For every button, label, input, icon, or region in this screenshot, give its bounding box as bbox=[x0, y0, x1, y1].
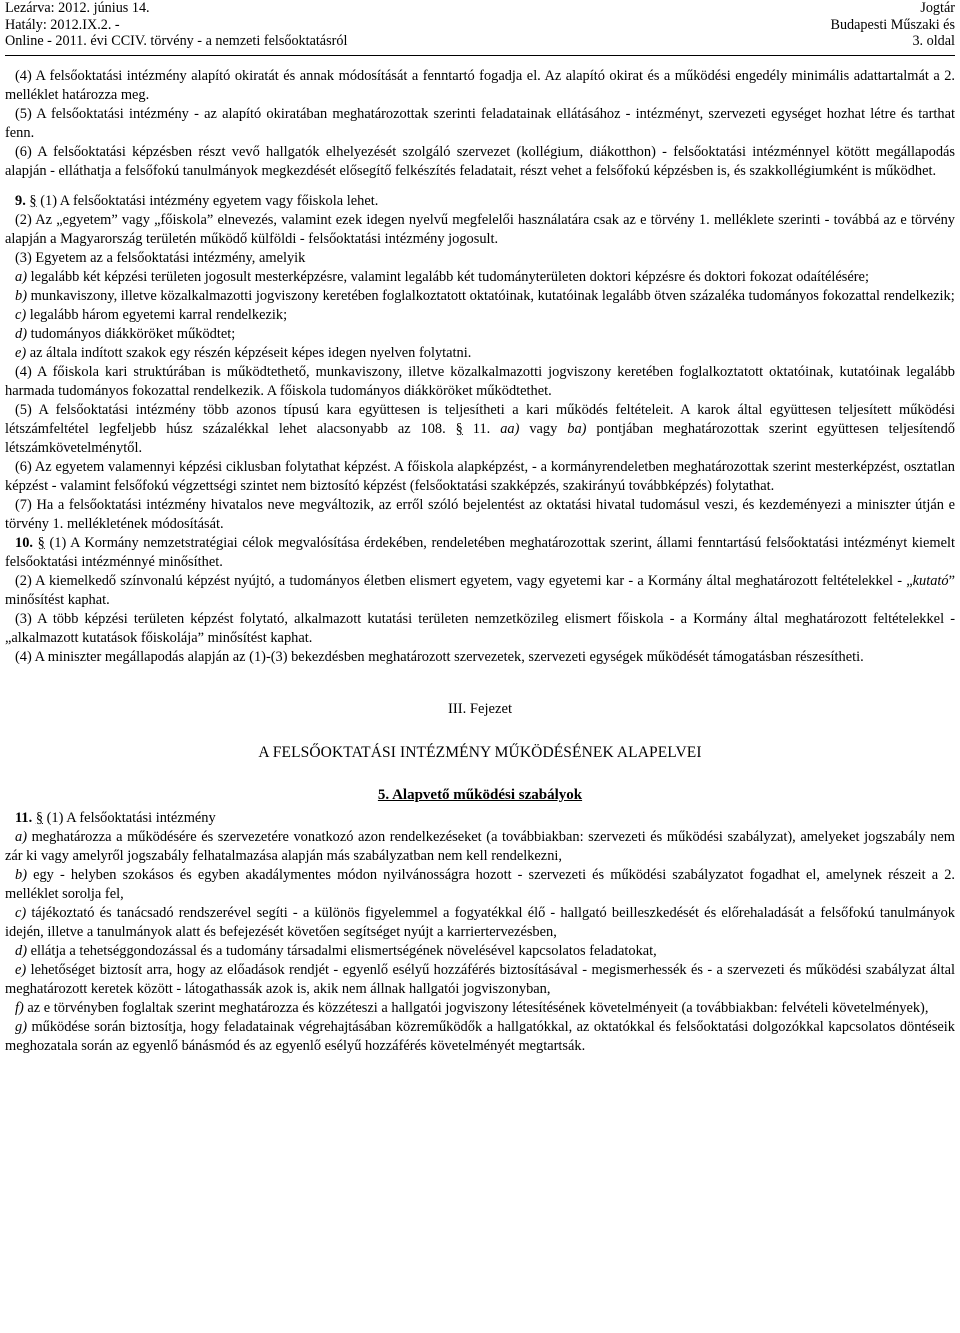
section-11-point-b bbox=[5, 866, 955, 904]
point-text: legalább három egyetemi karral rendelkezik; bbox=[26, 307, 288, 323]
point-label: e) bbox=[15, 962, 27, 978]
subsection-title: 5. Alapvető működési szabályok bbox=[377, 787, 583, 803]
section-symbol: § bbox=[29, 193, 37, 209]
header-effective-date: Hatály: 2012.IX.2. - bbox=[5, 16, 120, 33]
header-closed-date: Lezárva: 2012. június 14. bbox=[5, 0, 150, 16]
section-symbol: § bbox=[455, 421, 463, 437]
paragraph-s8-6: (6) A felsőoktatási képzésben részt vevő hallgatók elhelyezését szolgáló szervezet (kollégium, diákotthon) - felsőoktatási intézménnyel kötött megállapodás alapján - elláthatja a felsőfokú tanulmányok megkezdését elősegítő felkészítés feladatait, részt vehet a felsőfokú képzésben is, és szakkollégiumként is működhet. bbox=[5, 144, 955, 179]
point-label: c) bbox=[15, 307, 27, 323]
paragraph-text: (1) A felsőoktatási intézmény egyetem vagy főiskola lehet. bbox=[40, 193, 379, 209]
section-9-point-e bbox=[5, 344, 955, 363]
point-text: meghatározza a működésére és szervezetére vonatkozó azon rendelkezéseket (a továbbiakban: szervezeti és működési szabályzat), amelyeket jogszabály nem zár ki vagy amelyről jogszabály felhatalmazása alapján más szabályzatban nem kell rendelkezni, bbox=[5, 829, 955, 864]
section-11-point-e bbox=[5, 961, 955, 999]
section-10-para-4: (4) A miniszter megállapodás alapján az (1)-(3) bekezdésben meghatározott szervezetek, szervezeti egységek működését támogatásban részesítheti. bbox=[15, 649, 864, 665]
section-number: 10. bbox=[15, 535, 33, 551]
point-label: d) bbox=[15, 943, 27, 959]
point-label: d) bbox=[15, 326, 27, 342]
section-9-point-c bbox=[5, 306, 955, 325]
paragraph-text: (1) A Kormány nemzetstratégiai célok megvalósítása érdekében, rendeletében meghatározottak szerint, állami fenntartású felsőoktatási intézményt kiemelt felsőoktatási intézménnyé minősíthet. bbox=[5, 535, 955, 570]
header-right bbox=[830, 0, 955, 50]
paragraph-s8-5: (5) A felsőoktatási intézmény - az alapító okiratában meghatározottak szerinti feladatainak ellátásához - intézményt, szervezeti egységet hozhat létre és tarthat fenn. bbox=[5, 106, 955, 141]
point-label: a) bbox=[15, 269, 27, 285]
chapter-title: A FELSŐOKTATÁSI INTÉZMÉNY MŰKÖDÉSÉNEK ALAPELVEI bbox=[258, 744, 702, 761]
section-10-para-3: (3) A több képzési területen képzést folytató, alkalmazott kutatási területen nemzetközileg elismert főiskola - a Kormány által meghatározott feltételekkel - „alkalmazott kutatások főiskolája” minősítést kaphat. bbox=[5, 611, 955, 646]
section-9-point-d bbox=[5, 325, 955, 344]
section-11-point-f bbox=[5, 999, 955, 1018]
section-10-para-2: (2) A kiemelkedő színvonalú képzést nyújtó, a tudományos életben elismert egyetem, vagy egyetemi kar - a Kormány által meghatározott feltételekkel - „kutató” minősítést kaphat. bbox=[5, 573, 955, 608]
paragraph-s8-4: (4) A felsőoktatási intézmény alapító okiratát és annak módosítását a fenntartó fogadja el. Az alapító okirat és a működési engedély minimális adattartalmát a 2. melléklet határozza meg. bbox=[5, 68, 955, 103]
point-text: működése során biztosítja, hogy feladatainak végrehajtásában közreműködők a hallgatókkal, az oktatókkal és felsőoktatási dolgozókkal kapcsolatos döntéseik meghozatala során az egyenlő bánásmód és az egyenlő esélyű hozzáférés követelményét megtartsák. bbox=[5, 1019, 955, 1054]
point-label: b) bbox=[15, 867, 27, 883]
page-header bbox=[5, 0, 955, 60]
point-text: munkaviszony, illetve közalkalmazotti jogviszony keretében foglalkoztatott oktatóinak, kutatóinak legalább ötven százaléka tudományos fokozattal rendelkezik; bbox=[27, 288, 955, 304]
section-9-point-b bbox=[5, 287, 955, 306]
point-text: legalább két képzési területen jogosult mesterképzésre, valamint legalább két tudományterületen doktori képzésre és doktori fokozat odaítélésére; bbox=[27, 269, 869, 285]
section-9-para-6: (6) Az egyetem valamennyi képzési ciklusban folytathat képzést. A főiskola alapképzést, - a kormányrendeletben meghatározottak szerint mesterképzést, osztatlan képzést - valamint felsőfokú végzettségi szintet nem biztosító képzést (felsőoktatási szakképzés, szakirányú továbbképzés) folytathat. bbox=[5, 459, 955, 494]
point-text: az általa indított szakok egy részén képzéseit képes idegen nyelven folytatni. bbox=[26, 345, 472, 361]
section-9-para-5: (5) A felsőoktatási intézmény több azonos típusú kara együttesen is teljesítheti a kari működés feltételeit. A karok által együttesen teljesített működési létszámfeltétel legfeljebb húsz százalékkal lehet alacsonyabb az 108. § 11. aa) vagy ba) pontjában meghatározottak szerint együttesen teljesítendő létszámkövetelménytől. bbox=[5, 402, 955, 456]
point-text: ellátja a tehetséggondozással és a tudomány társadalmi elismertségének növelésével kapcsolatos feladatokat, bbox=[27, 943, 657, 959]
point-label: c) bbox=[15, 905, 27, 921]
point-label: e) bbox=[15, 345, 27, 361]
section-9-para-3: (3) Egyetem az a felsőoktatási intézmény, amelyik bbox=[15, 250, 306, 266]
header-left bbox=[5, 0, 347, 50]
point-text: tájékoztató és tanácsadó rendszerével segíti - a különös figyelemmel a fogyatékkal élő - hallgató beilleszkedését és előrehaladását a felsőfokú tanulmányok idején, illetve a tanulmányok alatt és befejezését követően segítséget nyújt a karriertervezésben, bbox=[5, 905, 955, 940]
header-divider bbox=[5, 55, 955, 56]
section-number: 11. bbox=[15, 810, 33, 826]
header-document-title: Online - 2011. évi CCIV. törvény - a nemzeti felsőoktatásról bbox=[5, 33, 348, 49]
point-text: az e törvényben foglaltak szerint meghatározza és közzéteszi a hallgatói jogviszony létesítésének követelményeit (a továbbiakban: felvételi követelmények), bbox=[23, 1000, 929, 1016]
section-11-point-c bbox=[5, 904, 955, 942]
section-9-para-7: (7) Ha a felsőoktatási intézmény hivatalos neve megváltozik, az erről szóló bejelentést az oktatási hivatal tudomásul veszi, és kezdeményezi a miniszter útján e törvény 1. mellékletének módosítását. bbox=[5, 497, 955, 532]
chapter-heading: III. Fejezet bbox=[447, 701, 512, 717]
point-label: g) bbox=[15, 1019, 27, 1035]
section-10-para-1 bbox=[5, 534, 955, 572]
point-label: b) bbox=[15, 288, 27, 304]
point-label: f) bbox=[15, 1000, 24, 1016]
paragraph-text: (1) A felsőoktatási intézmény bbox=[43, 810, 216, 826]
section-symbol: § bbox=[37, 535, 45, 551]
point-label: a) bbox=[15, 829, 27, 845]
section-symbol: § bbox=[35, 810, 44, 826]
header-page-number: 3. oldal bbox=[912, 33, 955, 49]
section-9-para-4: (4) A főiskola kari struktúrában is működtethető, munkaviszony, illetve közalkalmazotti jogviszony keretében foglalkoztatott oktatóinak, kutatóinak legalább harmada tudományos fokozattal rendelkezik. A főiskola tudományos diákköröket működtethet. bbox=[5, 364, 955, 399]
header-publisher: Jogtár bbox=[920, 0, 955, 16]
section-9-para-2: (2) Az „egyetem” vagy „főiskola” elnevezés, valamint ezek idegen nyelvű megfelelői használatára csak az e törvény 1. melléklete szerinti - továbbá az e törvény alapján a Magyarország területén működő külföldi - felsőoktatási intézmény jogosult. bbox=[5, 212, 955, 247]
section-11-point-g bbox=[5, 1018, 955, 1056]
section-11-point-a bbox=[5, 828, 955, 866]
section-11-para-1 bbox=[5, 809, 955, 828]
section-number: 9. bbox=[15, 193, 26, 209]
section-9-para-1 bbox=[5, 192, 955, 211]
document-body bbox=[5, 67, 955, 1056]
section-9-point-a bbox=[5, 268, 955, 287]
header-licensee: Budapesti Műszaki és bbox=[830, 16, 955, 33]
section-11-point-d bbox=[5, 942, 955, 961]
point-text: lehetőséget biztosít arra, hogy az előadások rendjét - egyenlő esélyű hozzáférés biztosításával - megismerhessék és - a szervezeti és működési szabályzat által meghatározott keretek között - látogathassák azok is, akik nem állnak hallgatói jogviszonyban, bbox=[5, 962, 955, 997]
point-text: tudományos diákköröket működtet; bbox=[27, 326, 236, 342]
point-text: egy - helyben szokásos és egyben akadálymentes módon nyilvánosságra hozott - szervezeti és működési szabályzatot fogadhat el, amelynek részeit a 2. melléklet sorolja fel, bbox=[5, 867, 955, 902]
